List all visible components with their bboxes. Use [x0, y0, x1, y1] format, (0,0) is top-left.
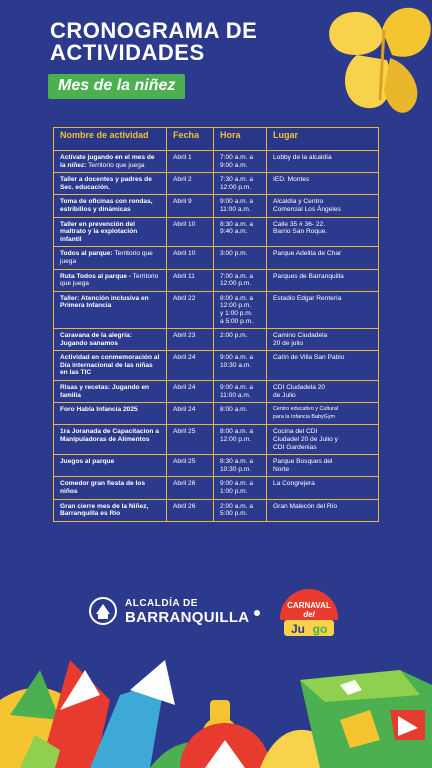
place-line: CDI Gardenias: [273, 443, 317, 451]
activity-name: Caravana de la alegría: Jugando sanamos: [60, 332, 132, 347]
activity-name: Taller en prevención del maltrato y la explotación infantil: [60, 220, 138, 243]
alcaldia-label-small: ALCALDÍA DE: [125, 598, 198, 609]
place-line: Catín de Villa San Pablo: [273, 354, 345, 362]
subtitle-badge: Mes de la niñez: [48, 74, 185, 99]
activity-name: Taller: Atención inclusiva en Primera Infancia: [60, 294, 149, 310]
table-row: [54, 247, 379, 269]
activity-cell: [54, 291, 167, 328]
place-cell: [267, 455, 379, 477]
time-line: 9:00 a.m. a: [220, 384, 253, 392]
time-line: 2:00 p.m.: [220, 332, 248, 340]
time-line: 11:00 a.m.: [220, 205, 251, 213]
activity-cell: [54, 351, 167, 381]
time-line: 9:00 a.m.: [220, 161, 248, 169]
date-cell: Abril 10: [167, 247, 214, 269]
decorative-shapes: [0, 640, 432, 768]
place-line: Alcaldía y Centro: [273, 198, 324, 206]
place-cell: [267, 425, 379, 455]
activity-cell: [54, 247, 167, 269]
activity-name: 1ra Joranada de Capacitacion a Manipuladoras de Alimentos: [60, 428, 159, 444]
place-line: Parques de Barranquilla: [273, 272, 344, 280]
time-cell: [214, 269, 267, 291]
time-line: 9:00 a.m. a: [220, 198, 253, 206]
table-row: [54, 477, 379, 499]
activity-name: Ruta Todos al parque -: [60, 272, 131, 280]
activity-cell: [54, 455, 167, 477]
date-cell: Abril 24: [167, 403, 214, 425]
date-cell: Abril 22: [167, 291, 214, 328]
date-cell: Abril 26: [167, 499, 214, 521]
title-line-2: ACTIVIDADES: [50, 40, 205, 65]
activity-cell: [54, 269, 167, 291]
table-row: [54, 269, 379, 291]
place-line: Norte: [273, 465, 290, 473]
place-line: Parque Adelita de Char: [273, 250, 342, 258]
place-line: Estadio Edgar Rentería: [273, 294, 342, 302]
place-line: Gran Malecón del Río: [273, 502, 338, 510]
time-cell: [214, 381, 267, 403]
place-cell: [267, 269, 379, 291]
date-cell: Abril 26: [167, 477, 214, 499]
carnaval-bottom-text-2: go: [312, 622, 328, 636]
activity-name: Taller a docentes y padres de Sec. educación.: [60, 176, 152, 191]
place-line: Calle 35 # 36- 22.: [273, 220, 326, 228]
time-line: 7:00 a.m. a: [220, 154, 253, 161]
place-line: Centro educativo y Cultural: [273, 406, 339, 413]
activity-name: Juegos al parque: [60, 458, 115, 466]
time-cell: [214, 499, 267, 521]
place-line: 20 de julio: [273, 339, 304, 347]
date-cell: Abril 11: [167, 269, 214, 291]
date-cell: Abril 23: [167, 329, 214, 351]
title-line-1: CRONOGRAMA DE: [50, 18, 258, 43]
activity-name: Todos al parque:: [60, 250, 113, 258]
table-row: [54, 403, 379, 425]
activity-cell: [54, 381, 167, 403]
place-cell: [267, 403, 379, 425]
column-header-date: Fecha: [167, 128, 214, 151]
place-line: La Congrejera: [273, 480, 315, 488]
activity-cell: [54, 499, 167, 521]
table-row: [54, 351, 379, 381]
activity-cell: [54, 151, 167, 173]
place-cell: [267, 381, 379, 403]
separator-dot: [254, 610, 260, 616]
time-cell: [214, 425, 267, 455]
table-row: [54, 217, 379, 247]
place-cell: [267, 247, 379, 269]
place-cell: [267, 499, 379, 521]
time-line: 12:00 p.m.: [220, 302, 252, 310]
activity-name: Actividad en conmemoración al Día internacional de las niñas en las TIC: [60, 354, 160, 377]
table-row: [54, 151, 379, 173]
time-cell: [214, 351, 267, 381]
table-row: [54, 291, 379, 328]
time-line: 8:00 a.m.: [220, 406, 248, 414]
place-line: Lobby de la alcaldía: [273, 154, 332, 161]
place-cell: [267, 151, 379, 173]
place-line: Comercial Los Ángeles: [273, 205, 341, 213]
place-cell: [267, 351, 379, 381]
carnaval-bottom-text-1: Ju: [290, 622, 306, 636]
place-line: Parque Bosques del: [273, 458, 333, 466]
date-cell: Abril 1: [167, 151, 214, 173]
time-line: 5:00 p.m.: [220, 510, 248, 518]
activity-name-suffix: Territorio que juega: [60, 272, 159, 288]
activity-cell: [54, 477, 167, 499]
schedule-table: [53, 127, 379, 522]
time-cell: [214, 173, 267, 195]
time-cell: [214, 477, 267, 499]
time-line: 9:40 a.m.: [220, 228, 248, 236]
place-cell: [267, 291, 379, 328]
column-header-place: Lugar: [267, 128, 379, 151]
date-cell: Abril 25: [167, 455, 214, 477]
time-cell: [214, 329, 267, 351]
table-row: [54, 195, 379, 217]
time-cell: [214, 151, 267, 173]
table-row: [54, 381, 379, 403]
time-line: 1:00 p.m.: [220, 488, 248, 495]
time-line: y 1:00 p.m.: [220, 309, 253, 317]
time-line: 11:00 a.m.: [220, 391, 251, 399]
page-title: [50, 20, 257, 64]
date-cell: Abril 25: [167, 425, 214, 455]
place-cell: [267, 217, 379, 247]
time-line: 3:00 p.m.: [220, 250, 248, 258]
date-cell: Abril 9: [167, 195, 214, 217]
place-cell: [267, 195, 379, 217]
place-line: Cocina del CDI: [273, 428, 318, 436]
city-seal-icon: [88, 596, 118, 626]
time-line: 9:00 a.m. a: [220, 480, 253, 488]
table-row: [54, 425, 379, 455]
place-cell: [267, 477, 379, 499]
activity-name: Comedor gran fiesta de los niños: [60, 480, 146, 495]
activity-cell: [54, 329, 167, 351]
activity-cell: [54, 173, 167, 195]
time-line: 10:30 p.m.: [220, 465, 252, 473]
time-line: 8:30 a.m. a: [220, 220, 253, 228]
carnaval-top-text: CARNAVAL: [287, 601, 331, 610]
activity-name: Toma de oficinas con rondas, estribillos y dinámicas: [60, 198, 153, 213]
time-line: 12:00 p.m.: [220, 280, 252, 288]
time-line: 8:00 a.m. a: [220, 294, 253, 302]
activity-name: Gran cierre mes de la Niñez, Barranquilla es Río: [60, 502, 149, 518]
time-line: 9:00 a.m. a: [220, 354, 253, 362]
place-line: Barrio San Roque.: [273, 228, 328, 236]
date-cell: Abril 2: [167, 173, 214, 195]
date-cell: Abril 24: [167, 381, 214, 403]
time-line: 12:00 p.m.: [220, 436, 252, 444]
place-line: CDI Ciudadela 20: [273, 384, 326, 392]
activity-cell: [54, 403, 167, 425]
time-cell: [214, 291, 267, 328]
column-header-time: Hora: [214, 128, 267, 151]
time-line: 10:30 a.m.: [220, 361, 252, 369]
activity-cell: [54, 217, 167, 247]
time-cell: [214, 247, 267, 269]
time-line: a 5:00 p.m.: [220, 317, 253, 325]
time-cell: [214, 403, 267, 425]
alcaldia-label-big: BARRANQUILLA: [125, 609, 250, 626]
date-cell: Abril 24: [167, 351, 214, 381]
place-cell: [267, 173, 379, 195]
butterfly-decoration-icon: [312, 0, 432, 120]
table-row: [54, 499, 379, 521]
time-line: 8:00 a.m. a: [220, 428, 253, 436]
place-line: IED. Montes: [273, 176, 310, 184]
activity-name-suffix: Territorio que juega: [60, 250, 153, 265]
place-line: Ciudadel 20 de Julio y: [273, 436, 338, 444]
place-line: de Julio: [273, 391, 296, 399]
table-row: [54, 329, 379, 351]
time-cell: [214, 217, 267, 247]
activity-cell: [54, 195, 167, 217]
activity-name-suffix: Territorio que juega: [86, 161, 145, 169]
carnaval-logo-icon: [276, 588, 342, 638]
place-line: para la Infancia BabyGym: [273, 413, 336, 420]
activity-name: Foro Habla Infancia 2025: [60, 406, 138, 414]
place-line: Camino Ciudadela: [273, 332, 328, 340]
table-row: [54, 455, 379, 477]
column-header-activity: Nombre de actividad: [54, 128, 167, 151]
time-cell: [214, 455, 267, 477]
time-cell: [214, 195, 267, 217]
time-line: 2:00 a.m. a: [220, 502, 253, 510]
place-cell: [267, 329, 379, 351]
time-line: 7:30 a.m. a: [220, 176, 253, 184]
time-line: 8:30 a.m. a: [220, 458, 253, 466]
footer-logos: [0, 588, 432, 636]
activity-name: Risas y recetas: Jugando en familia: [60, 384, 150, 399]
time-line: 7:00 a.m. a: [220, 272, 253, 280]
activity-cell: [54, 425, 167, 455]
date-cell: Abril 10: [167, 217, 214, 247]
activity-name: Actívate jugando en el mes de la niñez:: [60, 154, 155, 169]
time-line: 12:00 p.m.: [220, 183, 252, 191]
carnaval-mid-text: del: [303, 610, 315, 619]
table-header-row: [54, 128, 379, 151]
table-row: [54, 173, 379, 195]
